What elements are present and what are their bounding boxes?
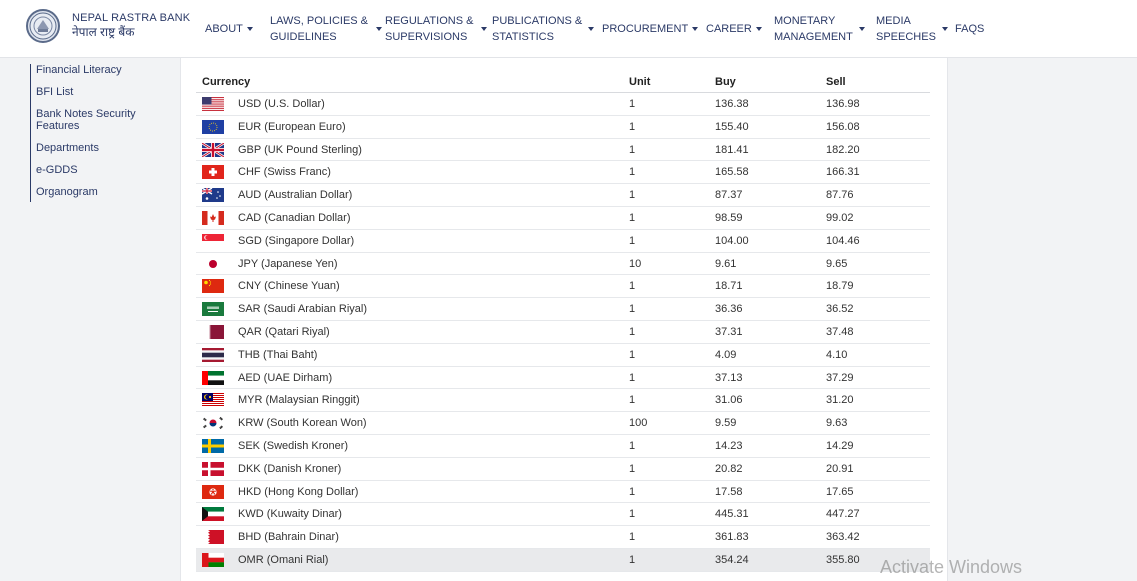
sell-cell: 4.10 [826,348,848,361]
buy-cell: 14.23 [715,439,743,452]
table-row [196,526,930,549]
sidebar-link-departments[interactable]: Departments [36,142,99,154]
chevron-down-icon [756,27,762,31]
currency-cell: CHF (Swiss Franc) [238,166,331,179]
table-row [196,184,930,207]
header-currency: Currency [202,76,251,88]
currency-cell: SEK (Swedish Kroner) [238,439,349,452]
se-flag-icon [202,439,224,453]
sell-cell: 14.29 [826,439,854,452]
nav-publications-line2: STATISTICS [492,31,554,43]
nav-career[interactable] [706,0,762,58]
us-flag-icon [202,97,224,111]
table-row [196,116,930,139]
buy-cell: 165.58 [715,166,749,179]
jp-flag-icon [202,257,224,271]
table-row [196,161,930,184]
unit-cell: 1 [629,325,636,338]
my-flag-icon [202,393,224,407]
nrb-logo-icon[interactable] [26,9,60,43]
sell-cell: 18.79 [826,280,854,293]
gb-flag-icon [202,143,224,157]
sidebar-link-organogram[interactable]: Organogram [36,186,98,198]
nav-media[interactable] [876,0,948,58]
exchange-rate-table [196,71,930,572]
unit-cell: 1 [629,189,636,202]
table-row [196,503,930,526]
sell-cell: 37.29 [826,371,854,384]
header-sell: Sell [826,76,846,88]
kr-flag-icon [202,416,224,430]
sidebar-link-bfi-list[interactable]: BFI List [36,86,74,98]
sell-cell: 9.63 [826,417,848,430]
nav-about-label: ABOUT [205,23,243,35]
unit-cell: 100 [629,417,648,430]
buy-cell: 37.13 [715,371,743,384]
nav-monetary-line1: MONETARY [774,15,836,27]
nav-laws-line2: GUIDELINES [270,31,337,43]
currency-cell: THB (Thai Baht) [238,348,318,361]
currency-cell: BHD (Bahrain Dinar) [238,531,339,544]
currency-cell: SGD (Singapore Dollar) [238,234,355,247]
sell-cell: 447.27 [826,508,860,521]
unit-cell: 1 [629,120,636,133]
currency-cell: KWD (Kuwaity Dinar) [238,508,342,521]
unit-cell: 10 [629,257,642,270]
brand[interactable] [72,12,192,39]
sell-cell: 363.42 [826,531,860,544]
nav-laws-line1: LAWS, POLICIES & [270,15,369,27]
table-row [196,389,930,412]
sell-cell: 36.52 [826,303,854,316]
buy-cell: 18.71 [715,280,743,293]
qa-flag-icon [202,325,224,339]
buy-cell: 9.61 [715,257,737,270]
nav-faqs[interactable] [955,0,984,58]
dk-flag-icon [202,462,224,476]
table-row [196,458,930,481]
brand-name-np: नेपाल राष्ट्र बैंक [72,25,135,39]
unit-cell: 1 [629,303,636,316]
chevron-down-icon [692,27,698,31]
sidebar-link-bank-notes[interactable]: Bank Notes Security Features [36,108,136,132]
table-row [196,298,930,321]
ae-flag-icon [202,371,224,385]
currency-cell: AUD (Australian Dollar) [238,189,353,202]
sell-cell: 87.76 [826,189,854,202]
nav-laws-policies[interactable] [270,0,382,58]
ch-flag-icon [202,165,224,179]
unit-cell: 1 [629,166,636,179]
unit-cell: 1 [629,143,636,156]
currency-cell: HKD (Hong Kong Dollar) [238,485,359,498]
currency-cell: JPY (Japanese Yen) [238,257,338,270]
currency-cell: EUR (European Euro) [238,120,346,133]
currency-cell: QAR (Qatari Riyal) [238,325,330,338]
nav-regulations[interactable] [385,0,487,58]
table-row [196,139,930,162]
unit-cell: 1 [629,211,636,224]
currency-cell: AED (UAE Dirham) [238,371,333,384]
eu-flag-icon [202,120,224,134]
buy-cell: 31.06 [715,394,743,407]
bh-flag-icon [202,530,224,544]
sidebar-link-financial-literacy[interactable]: Financial Literacy [36,64,122,76]
table-row [196,253,930,276]
chevron-down-icon [376,27,382,31]
om-flag-icon [202,553,224,567]
currency-cell: DKK (Danish Kroner) [238,462,342,475]
unit-cell: 1 [629,531,636,544]
buy-cell: 9.59 [715,417,737,430]
table-row [196,549,930,572]
buy-cell: 98.59 [715,211,743,224]
hk-flag-icon [202,485,224,499]
site-header [0,0,1137,58]
table-row [196,230,930,253]
nav-faqs-label: FAQS [955,23,985,35]
header-buy: Buy [715,76,736,88]
currency-cell: GBP (UK Pound Sterling) [238,143,362,156]
chevron-down-icon [859,27,865,31]
buy-cell: 354.24 [715,553,749,566]
buy-cell: 445.31 [715,508,749,521]
sell-cell: 31.20 [826,394,854,407]
nav-regulations-line1: REGULATIONS & [385,15,474,27]
table-row [196,367,930,390]
currency-cell: CNY (Chinese Yuan) [238,280,340,293]
nav-career-label: CAREER [706,23,752,35]
table-body [196,93,930,572]
sell-cell: 37.48 [826,325,854,338]
unit-cell: 1 [629,234,636,247]
chevron-down-icon [942,27,948,31]
table-row [196,93,930,116]
buy-cell: 17.58 [715,485,743,498]
sell-cell: 355.80 [826,553,860,566]
main-panel [180,58,948,581]
nav-monetary[interactable] [774,0,865,58]
kw-flag-icon [202,507,224,521]
sell-cell: 99.02 [826,211,854,224]
unit-cell: 1 [629,485,636,498]
table-row [196,275,930,298]
unit-cell: 1 [629,280,636,293]
unit-cell: 1 [629,462,636,475]
sell-cell: 182.20 [826,143,860,156]
sell-cell: 104.46 [826,234,860,247]
header-unit: Unit [629,76,651,88]
sg-flag-icon [202,234,224,248]
buy-cell: 4.09 [715,348,737,361]
currency-cell: KRW (South Korean Won) [238,417,367,430]
buy-cell: 181.41 [715,143,749,156]
table-row [196,344,930,367]
ca-flag-icon [202,211,224,225]
sa-flag-icon [202,302,224,316]
th-flag-icon [202,348,224,362]
nav-about[interactable] [205,0,253,58]
unit-cell: 1 [629,98,636,110]
chevron-down-icon [588,27,594,31]
unit-cell: 1 [629,394,636,407]
buy-cell: 20.82 [715,462,743,475]
buy-cell: 37.31 [715,325,743,338]
buy-cell: 104.00 [715,234,749,247]
table-row [196,207,930,230]
table-header [196,71,930,93]
buy-cell: 136.38 [715,98,749,110]
nav-regulations-line2: SUPERVISIONS [385,31,468,43]
sell-cell: 9.65 [826,257,848,270]
sell-cell: 136.98 [826,98,860,110]
nav-media-line2: SPEECHES [876,31,936,43]
chevron-down-icon [481,27,487,31]
nav-procurement-label: PROCUREMENT [602,23,689,35]
cn-flag-icon [202,279,224,293]
buy-cell: 87.37 [715,189,743,202]
unit-cell: 1 [629,508,636,521]
unit-cell: 1 [629,553,636,566]
sell-cell: 20.91 [826,462,854,475]
unit-cell: 1 [629,348,636,361]
unit-cell: 1 [629,371,636,384]
currency-cell: MYR (Malaysian Ringgit) [238,394,360,407]
currency-cell: SAR (Saudi Arabian Riyal) [238,303,368,316]
table-row [196,321,930,344]
unit-cell: 1 [629,439,636,452]
table-row [196,481,930,504]
buy-cell: 361.83 [715,531,749,544]
currency-cell: CAD (Canadian Dollar) [238,211,351,224]
sidebar [30,64,170,202]
nav-publications[interactable] [492,0,594,58]
sell-cell: 17.65 [826,485,854,498]
activate-windows-watermark: Activate Windows [880,557,1023,577]
table-row [196,435,930,458]
buy-cell: 36.36 [715,303,743,316]
nav-media-line1: MEDIA [876,15,911,27]
currency-cell: OMR (Omani Rial) [238,553,329,566]
currency-cell: USD (U.S. Dollar) [238,98,325,110]
nav-monetary-line2: MANAGEMENT [774,31,853,43]
brand-name-en: NEPAL RASTRA BANK [72,12,191,24]
sell-cell: 156.08 [826,120,860,133]
buy-cell: 155.40 [715,120,749,133]
nav-procurement[interactable] [602,0,698,58]
nav-publications-line1: PUBLICATIONS & [492,15,583,27]
au-flag-icon [202,188,224,202]
table-row [196,412,930,435]
sidebar-link-egdds[interactable]: e-GDDS [36,164,78,176]
sell-cell: 166.31 [826,166,860,179]
chevron-down-icon [247,27,253,31]
